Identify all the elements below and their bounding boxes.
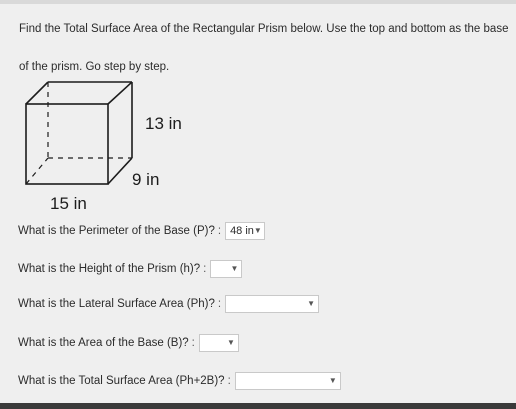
perimeter-answer-dropdown[interactable] xyxy=(225,222,265,240)
total-surface-area-answer-dropdown[interactable] xyxy=(235,372,341,390)
question-base-area xyxy=(18,334,239,352)
lateral-area-answer-dropdown[interactable] xyxy=(225,295,319,313)
answer-value: 48 in xyxy=(230,225,254,237)
rectangular-prism-figure xyxy=(20,72,200,222)
instructions-text: Find the Total Surface Area of the Rectangular Prism below. Use the top and bottom as the base of the prism. Go step by step. xyxy=(19,23,509,73)
separator: : xyxy=(217,225,222,237)
question-height xyxy=(18,260,242,278)
question-perimeter xyxy=(18,222,265,240)
top-border xyxy=(0,0,516,4)
chevron-down-icon: ▼ xyxy=(328,376,337,385)
question-label: What is the Lateral Surface Area (Ph)? xyxy=(18,298,215,310)
chevron-down-icon: ▼ xyxy=(307,299,316,308)
bottom-border xyxy=(0,403,516,409)
question-label: What is the Height of the Prism (h)? xyxy=(18,263,201,275)
height-label: 13 in xyxy=(145,114,182,133)
question-label: What is the Perimeter of the Base (P)? xyxy=(18,225,215,237)
question-lateral-area xyxy=(18,295,319,313)
depth-label: 9 in xyxy=(132,170,160,189)
separator: : xyxy=(217,298,222,310)
base-area-answer-dropdown[interactable] xyxy=(199,334,239,352)
chevron-down-icon: ▼ xyxy=(230,264,239,273)
question-label: What is the Area of the Base (B)? xyxy=(18,337,189,349)
separator: : xyxy=(227,375,231,387)
chevron-down-icon: ▼ xyxy=(226,338,235,347)
width-label: 15 in xyxy=(50,194,87,213)
question-label: What is the Total Surface Area (Ph+2B)? xyxy=(18,375,225,387)
prism-front-face xyxy=(26,104,108,184)
height-answer-dropdown[interactable] xyxy=(210,260,242,278)
chevron-down-icon: ▼ xyxy=(253,226,262,235)
question-total-surface-area xyxy=(18,372,341,390)
separator: : xyxy=(203,263,207,275)
separator: : xyxy=(191,337,195,349)
